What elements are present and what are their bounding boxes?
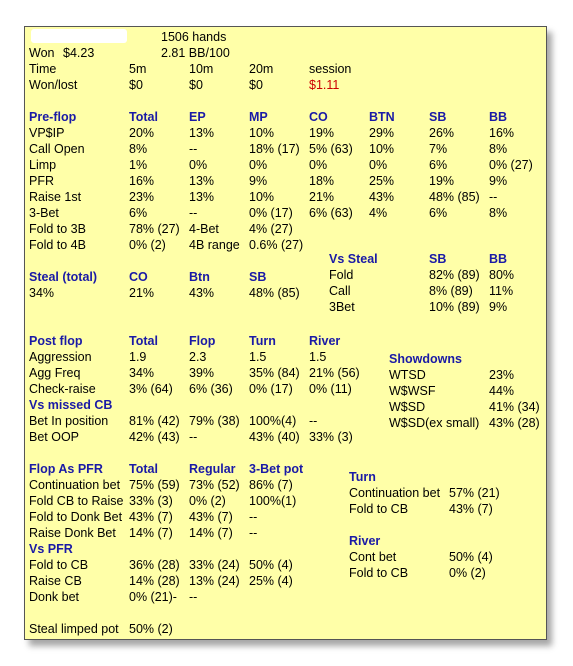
postflop-header: Total	[129, 334, 158, 348]
flop-pfr-header: Regular	[189, 462, 236, 476]
river-value: 50% (4)	[449, 550, 493, 564]
flop-pfr-cell: --	[249, 510, 258, 524]
preflop-header: MP	[249, 110, 268, 124]
preflop-cell: 0%	[369, 158, 388, 172]
preflop-row-label: PFR	[29, 174, 54, 188]
preflop-header: Total	[129, 110, 158, 124]
vs-pfr-row-label: Fold to CB	[29, 558, 89, 572]
preflop-cell: --	[489, 190, 498, 204]
preflop-header: EP	[189, 110, 206, 124]
preflop-row-label: 3-Bet	[29, 206, 59, 220]
postflop-header: Post flop	[29, 334, 83, 348]
wonlost-label: Won/lost	[29, 78, 78, 92]
turn-heading: Turn	[349, 470, 376, 484]
flop-pfr-row-label: Fold to Donk Bet	[29, 510, 123, 524]
vs-pfr-row-label: Donk bet	[29, 590, 80, 604]
preflop-cell: 0%	[309, 158, 328, 172]
preflop-cell: 8%	[129, 142, 148, 156]
river-value: 0% (2)	[449, 566, 486, 580]
turn-label: Fold to CB	[349, 502, 409, 516]
postflop-cell: 1.5	[249, 350, 267, 364]
postflop-cell: 0% (11)	[309, 382, 352, 396]
postflop-header: Flop	[189, 334, 216, 348]
vs-steal-header: Vs Steal	[329, 252, 378, 266]
time-10m: 10m	[189, 62, 214, 76]
steal-cell: 21%	[129, 286, 155, 300]
river-heading: River	[349, 534, 381, 548]
turn-value: 43% (7)	[449, 502, 493, 516]
preflop-cell: 29%	[369, 126, 395, 140]
river-label: Fold to CB	[349, 566, 409, 580]
preflop-row-label: Fold to 3B	[29, 222, 86, 236]
preflop-cell: 6%	[429, 206, 448, 220]
vs-pfr-cell: 14% (28)	[129, 574, 180, 588]
preflop-cell: 5% (63)	[309, 142, 353, 156]
preflop-cell: 6% (63)	[309, 206, 353, 220]
showdown-label: W$WSF	[389, 384, 436, 398]
vs-steal-header: SB	[429, 252, 447, 266]
preflop-cell: 13%	[189, 174, 215, 188]
missed-cb-row-label: Bet OOP	[29, 430, 80, 444]
vs-pfr-cell: 13% (24)	[189, 574, 240, 588]
vs-steal-cell: 11%	[489, 284, 514, 298]
preflop-cell: 0% (2)	[129, 238, 166, 252]
postflop-cell: 39%	[189, 366, 215, 380]
time-label: Time	[29, 62, 57, 76]
wonlost-20m: $0	[249, 78, 263, 92]
flop-pfr-cell: 33% (3)	[129, 494, 173, 508]
preflop-cell: 23%	[129, 190, 155, 204]
vs-steal-row-label: Call	[329, 284, 351, 298]
preflop-cell: 9%	[249, 174, 268, 188]
preflop-row-label: Fold to 4B	[29, 238, 86, 252]
flop-pfr-header: Flop As PFR	[29, 462, 103, 476]
preflop-cell: 4% (27)	[249, 222, 293, 236]
preflop-cell: 4B range	[189, 238, 240, 252]
missed-cb-row-label: Bet In position	[29, 414, 109, 428]
preflop-cell: 13%	[189, 190, 215, 204]
flop-pfr-header: 3-Bet pot	[249, 462, 304, 476]
postflop-cell: 2.3	[189, 350, 207, 364]
vs-missed-cb-heading: Vs missed CB	[29, 398, 113, 412]
vs-steal-cell: 82% (89)	[429, 268, 480, 282]
vs-pfr-heading: Vs PFR	[29, 542, 73, 556]
preflop-cell: 21%	[309, 190, 335, 204]
preflop-cell: 8%	[489, 142, 508, 156]
flop-pfr-cell: 100%(1)	[249, 494, 297, 508]
time-20m: 20m	[249, 62, 274, 76]
won-label: Won	[29, 46, 55, 60]
won-value: $4.23	[63, 46, 95, 60]
postflop-cell: 1.9	[129, 350, 147, 364]
preflop-row-label: Limp	[29, 158, 57, 172]
preflop-cell: 6%	[429, 158, 448, 172]
steal-header: SB	[249, 270, 267, 284]
hands-count: 1506 hands	[161, 30, 227, 44]
preflop-cell: 26%	[429, 126, 455, 140]
flop-pfr-header: Total	[129, 462, 158, 476]
preflop-cell: 9%	[489, 174, 508, 188]
vs-pfr-cell: 50% (4)	[249, 558, 293, 572]
missed-cb-cell: 43% (40)	[249, 430, 300, 444]
preflop-cell: 0%	[189, 158, 208, 172]
preflop-cell: 78% (27)	[129, 222, 180, 236]
preflop-cell: 8%	[489, 206, 508, 220]
time-session: session	[309, 62, 352, 76]
preflop-cell: 19%	[429, 174, 455, 188]
preflop-header: SB	[429, 110, 447, 124]
vs-pfr-cell: 36% (28)	[129, 558, 180, 572]
flop-pfr-cell: 14% (7)	[129, 526, 173, 540]
preflop-header: CO	[309, 110, 328, 124]
preflop-cell: 10%	[369, 142, 395, 156]
preflop-cell: 16%	[129, 174, 155, 188]
preflop-cell: 25%	[369, 174, 395, 188]
missed-cb-cell: --	[309, 414, 318, 428]
preflop-cell: 19%	[309, 126, 335, 140]
preflop-cell: 20%	[129, 126, 155, 140]
vs-steal-cell: 80%	[489, 268, 515, 282]
preflop-row-label: VP$IP	[29, 126, 65, 140]
preflop-header: BTN	[369, 110, 395, 124]
vs-pfr-cell: --	[189, 590, 198, 604]
preflop-cell: 1%	[129, 158, 148, 172]
vs-steal-header: BB	[489, 252, 508, 266]
missed-cb-cell: 33% (3)	[309, 430, 353, 444]
vs-steal-cell: 8% (89)	[429, 284, 473, 298]
postflop-header: River	[309, 334, 341, 348]
flop-pfr-row-label: Fold CB to Raise	[29, 494, 124, 508]
preflop-header: Pre-flop	[29, 110, 77, 124]
vs-steal-row-label: Fold	[329, 268, 354, 282]
showdown-label: W$SD(ex small)	[389, 416, 480, 430]
postflop-row-label: Aggression	[29, 350, 92, 364]
preflop-cell: 0.6% (27)	[249, 238, 304, 252]
preflop-cell: 10%	[249, 190, 275, 204]
wonlost-session: $1.11	[309, 78, 340, 92]
preflop-cell: 10%	[249, 126, 275, 140]
missed-cb-cell: 100%(4)	[249, 414, 297, 428]
showdown-value: 23%	[489, 368, 515, 382]
flop-pfr-cell: 43% (7)	[189, 510, 233, 524]
flop-pfr-cell: 0% (2)	[189, 494, 226, 508]
preflop-cell: 0% (17)	[249, 206, 293, 220]
preflop-header: BB	[489, 110, 508, 124]
missed-cb-cell: --	[189, 430, 198, 444]
missed-cb-cell: 81% (42)	[129, 414, 180, 428]
vs-steal-cell: 10% (89)	[429, 300, 480, 314]
steal-limped-value: 50% (2)	[129, 622, 173, 636]
postflop-row-label: Agg Freq	[29, 366, 81, 380]
player-stats-popup	[24, 26, 547, 640]
bb-rate: 2.81 BB/100	[161, 46, 230, 60]
showdown-value: 41% (34)	[489, 400, 540, 414]
vs-steal-row-label: 3Bet	[329, 300, 355, 314]
flop-pfr-cell: 43% (7)	[129, 510, 173, 524]
postflop-cell: 35% (84)	[249, 366, 300, 380]
vs-pfr-cell: 33% (24)	[189, 558, 240, 572]
missed-cb-cell: 79% (38)	[189, 414, 240, 428]
postflop-cell: 21% (56)	[309, 366, 360, 380]
preflop-cell: 48% (85)	[429, 190, 480, 204]
flop-pfr-cell: 14% (7)	[189, 526, 233, 540]
flop-pfr-cell: 75% (59)	[129, 478, 180, 492]
preflop-cell: 4-Bet	[189, 222, 219, 236]
flop-pfr-row-label: Raise Donk Bet	[29, 526, 116, 540]
postflop-cell: 3% (64)	[129, 382, 173, 396]
steal-header: Btn	[189, 270, 210, 284]
steal-cell: 34%	[29, 286, 55, 300]
flop-pfr-cell: 86% (7)	[249, 478, 293, 492]
showdown-value: 44%	[489, 384, 515, 398]
steal-header: CO	[129, 270, 148, 284]
preflop-cell: 18%	[309, 174, 335, 188]
steal-cell: 43%	[189, 286, 215, 300]
wonlost-10m: $0	[189, 78, 203, 92]
vs-pfr-cell: 0% (21)-	[129, 590, 177, 604]
showdowns-heading: Showdowns	[389, 352, 462, 366]
preflop-row-label: Call Open	[29, 142, 85, 156]
preflop-cell: 0%	[249, 158, 268, 172]
preflop-cell: 13%	[189, 126, 215, 140]
postflop-header: Turn	[249, 334, 276, 348]
flop-pfr-cell: --	[249, 526, 258, 540]
turn-label: Continuation bet	[349, 486, 441, 500]
preflop-cell: --	[189, 142, 198, 156]
flop-pfr-row-label: Continuation bet	[29, 478, 121, 492]
steal-cell: 48% (85)	[249, 286, 300, 300]
preflop-cell: 4%	[369, 206, 388, 220]
missed-cb-cell: 42% (43)	[129, 430, 180, 444]
postflop-row-label: Check-raise	[29, 382, 96, 396]
steal-header: Steal (total)	[29, 270, 98, 284]
postflop-cell: 1.5	[309, 350, 327, 364]
vs-pfr-cell: 25% (4)	[249, 574, 293, 588]
preflop-cell: 43%	[369, 190, 395, 204]
showdown-value: 43% (28)	[489, 416, 540, 430]
preflop-cell: 18% (17)	[249, 142, 300, 156]
vs-pfr-row-label: Raise CB	[29, 574, 82, 588]
wonlost-5m: $0	[129, 78, 143, 92]
preflop-cell: 6%	[129, 206, 148, 220]
postflop-cell: 34%	[129, 366, 155, 380]
postflop-cell: 6% (36)	[189, 382, 233, 396]
preflop-cell: 0% (27)	[489, 158, 533, 172]
preflop-cell: 16%	[489, 126, 515, 140]
river-label: Cont bet	[349, 550, 397, 564]
flop-pfr-cell: 73% (52)	[189, 478, 240, 492]
preflop-cell: 7%	[429, 142, 448, 156]
time-5m: 5m	[129, 62, 147, 76]
showdown-label: W$SD	[389, 400, 426, 414]
turn-value: 57% (21)	[449, 486, 500, 500]
postflop-cell: 0% (17)	[249, 382, 293, 396]
preflop-row-label: Raise 1st	[29, 190, 82, 204]
showdown-label: WTSD	[389, 368, 426, 382]
preflop-cell: --	[189, 206, 198, 220]
vs-steal-cell: 9%	[489, 300, 508, 314]
player-name-box	[31, 29, 127, 43]
steal-limped-label: Steal limped pot	[29, 622, 119, 636]
